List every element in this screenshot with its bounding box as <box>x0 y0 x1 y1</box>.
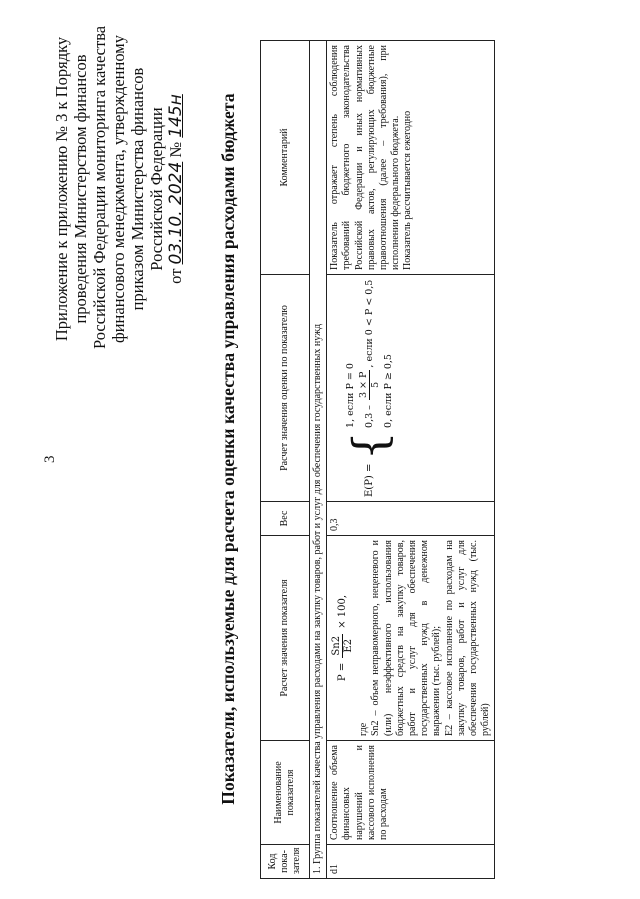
case-2 <box>358 280 381 428</box>
formula-lhs: P = <box>337 662 349 682</box>
formula <box>329 540 358 736</box>
header-weight: Вес <box>261 502 310 536</box>
comment-frequency: Показатель рассчитывается ежегодно <box>402 110 414 270</box>
appendix-line: Российской Федерации мониторинга качества <box>90 25 109 349</box>
comment-text: Показатель отражает степень соблюдения требований бюджетного законодательства Российской Федерации и иных нормативных правовых актов, регулирующих бюджетные правоотношения (далее – требования), при исполнении федерального бюджета. <box>329 45 402 270</box>
header-comment: Комментарий <box>261 41 310 275</box>
appendix-line: проведения Министерством финансов <box>71 54 90 324</box>
indicators-table <box>260 40 495 879</box>
case-2-suffix: , если 0 < P < 0,5 <box>364 279 376 368</box>
case-2-denominator: 5 <box>370 381 382 388</box>
cell-name: Соотношение объема финансовых нарушений и кассового исполнения по расходам <box>327 741 495 845</box>
header-code: Код пока-зателя <box>261 845 310 879</box>
cell-comment <box>327 41 495 275</box>
score-lhs: E(P) = <box>364 463 376 497</box>
definition-e2: E2 – кассовое исполнение по расходам на закупку товаров, работ и услуг для обеспечения государственных нужд (тыс. рублей) <box>443 540 492 736</box>
header-score: Расчет значения оценки по показателю <box>261 275 310 502</box>
appendix-line: Приложение к приложению № 3 к Порядку <box>52 36 71 342</box>
handwritten-date: 03.10. 2024 <box>166 161 186 265</box>
number-prefix: № <box>166 141 185 158</box>
table-row <box>327 41 495 879</box>
page-number: 3 <box>42 455 58 463</box>
cell-calc <box>327 536 495 741</box>
formula-numerator: Sn2 <box>331 635 343 656</box>
cell-weight: 0,3 <box>327 502 495 536</box>
date-prefix: от <box>166 268 185 284</box>
header-calc: Расчет значения показателя <box>261 536 310 741</box>
definition-sn2: Sn2 – объем неправомерного, неценевого и (или) неэффективного использования бюджетных средств на закупку товаров, работ и услуг для обеспечения государственных нужд в денежном выражении (тыс. рублей); <box>370 540 443 736</box>
group-row <box>310 41 327 879</box>
appendix-line: финансового менеджмента, утвержденному <box>109 35 128 343</box>
cell-score <box>327 275 495 502</box>
score-formula <box>329 279 396 497</box>
cell-code: d1 <box>327 845 495 879</box>
page-title: Показатели, используемые для расчета оценки качества управления расходами бюджета <box>218 93 238 805</box>
case-1: 1, если P = 0 <box>345 363 357 428</box>
brace-symbol: { <box>342 431 397 461</box>
case-3: 0, если P ≥ 0,5 <box>383 354 395 428</box>
appendix-line: приказом Министерства финансов <box>128 67 147 311</box>
formula-tail: × 100, <box>337 594 349 629</box>
table-header-row <box>261 41 310 879</box>
where-label: где <box>358 722 370 736</box>
score-cases <box>343 280 396 428</box>
group-title: 1. Группа показателей качества управления расходами на закупку товаров, работ и услуг для обеспечения государственных нужд <box>310 41 327 879</box>
appendix-line: Российской Федерации <box>147 107 166 271</box>
header-name: Наименование показателя <box>261 741 310 845</box>
case-2-fraction <box>358 370 381 400</box>
appendix-block <box>52 25 186 349</box>
case-2-prefix: 0,3 – <box>364 405 376 428</box>
formula-fraction <box>331 634 354 658</box>
formula-denominator: E2 <box>343 638 355 653</box>
handwritten-number: 145н <box>166 94 186 138</box>
order-date-line <box>166 29 186 349</box>
case-2-numerator: 3 × P <box>358 371 370 399</box>
